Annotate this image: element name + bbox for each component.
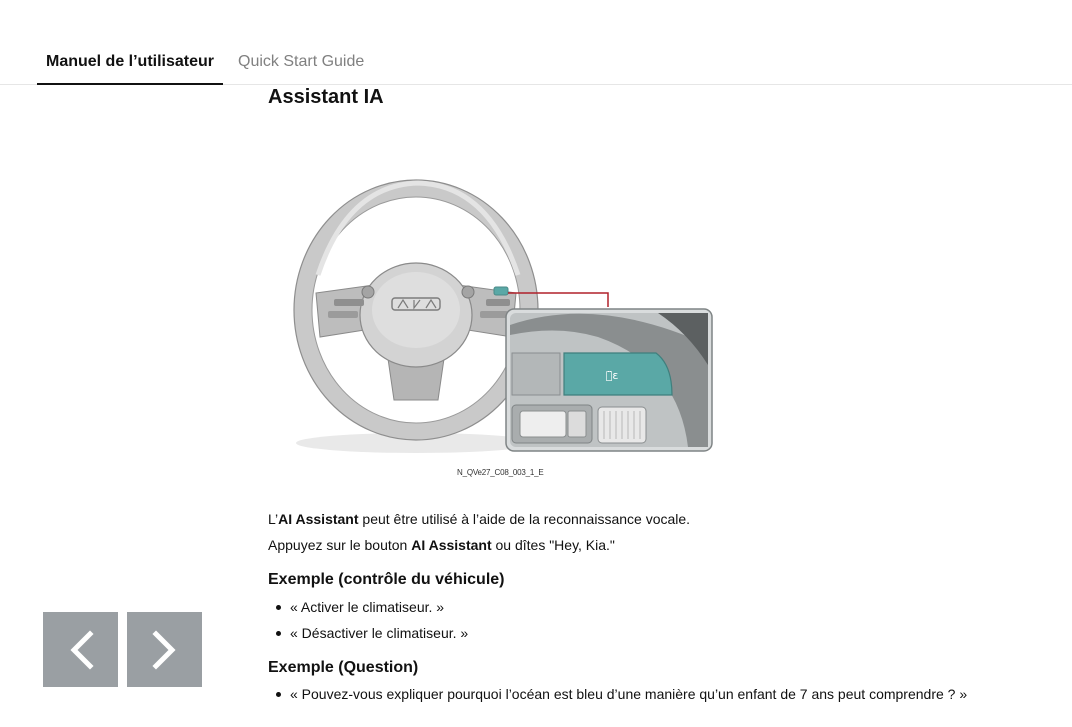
steering-wheel-illustration <box>268 165 728 465</box>
question-examples <box>268 681 967 707</box>
list-item: « Pouvez-vous expliquer pourquoi l’océan est bleu d’une manière qu’un enfant de 7 ans peut comprendre ? » <box>268 681 967 707</box>
vehicle-control-examples <box>268 594 468 646</box>
svg-text:ⓘ̈ε: ⓘ̈ε <box>605 369 619 382</box>
figure-caption: N_QVe27_C08_003_1_E <box>457 468 544 477</box>
chevron-right-icon <box>150 630 180 670</box>
next-page-button[interactable] <box>127 612 202 687</box>
section-heading-vehicle-control: Exemple (contrôle du véhicule) <box>268 571 505 588</box>
manual-tab-bar <box>0 0 1072 85</box>
previous-page-button[interactable] <box>43 612 118 687</box>
section-heading-question: Exemple (Question) <box>268 659 419 676</box>
instruction-paragraph: Appuyez sur le bouton AI Assistant ou dîtes "Hey, Kia." <box>268 537 615 553</box>
chevron-left-icon <box>66 630 96 670</box>
page-title: Assistant IA <box>268 86 384 108</box>
tab-quick-start-guide[interactable]: Quick Start Guide <box>238 53 365 70</box>
list-item: « Activer le climatiseur. » <box>268 594 468 620</box>
steering-wheel-icon <box>268 165 728 465</box>
list-item: « Désactiver le climatiseur. » <box>268 620 468 646</box>
intro-paragraph: L’AI Assistant peut être utilisé à l’aide de la reconnaissance vocale. <box>268 511 691 527</box>
tab-user-manual[interactable]: Manuel de l’utilisateur <box>37 52 223 85</box>
